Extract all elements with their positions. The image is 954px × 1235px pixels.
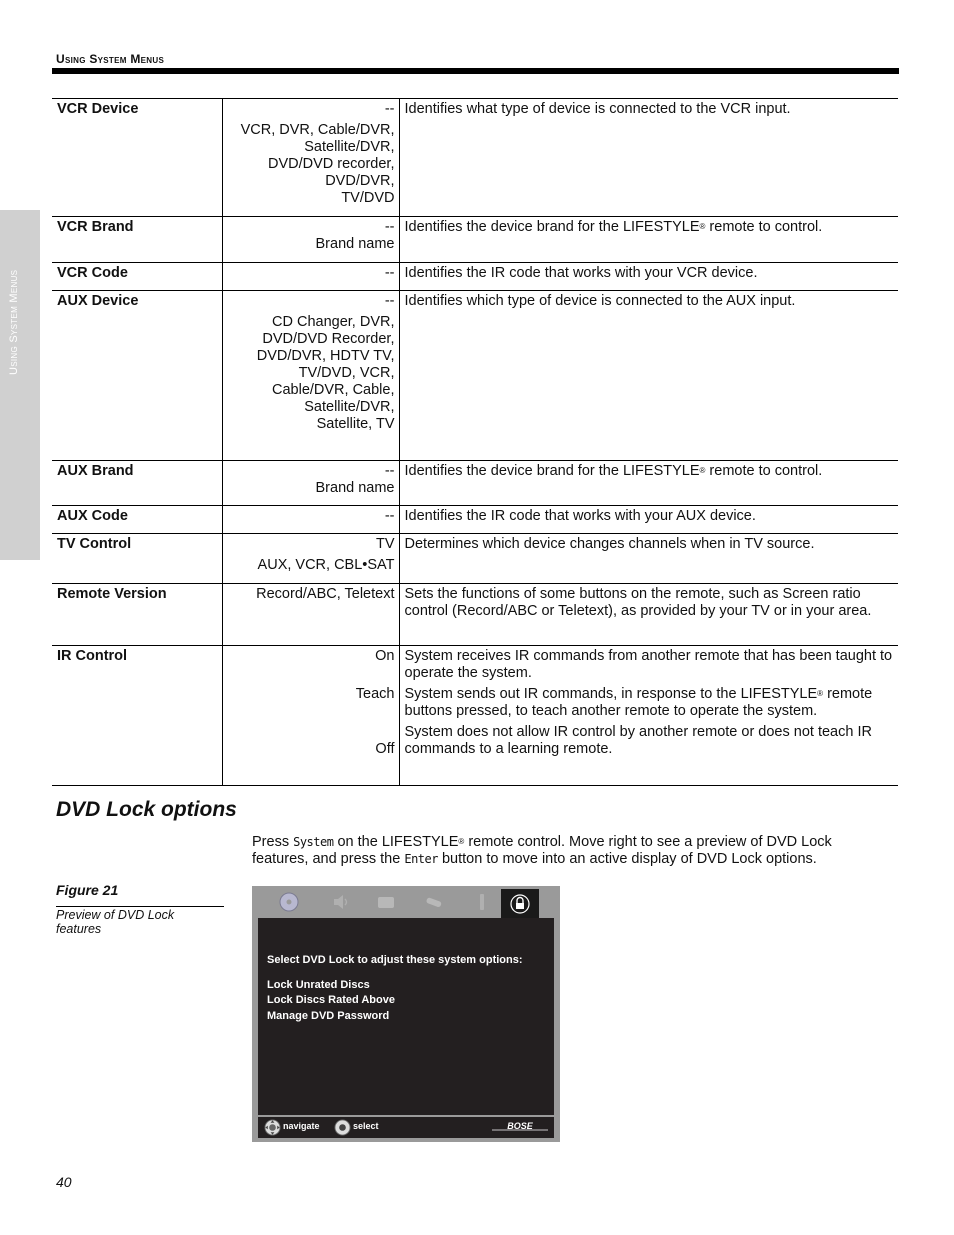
select-control-icon (334, 1119, 351, 1136)
speaker-icon (331, 892, 351, 912)
setting-values: -- Brand name (222, 217, 399, 263)
remote-icon (424, 892, 444, 912)
side-section-tab (0, 210, 40, 560)
setting-values: -- (222, 506, 399, 534)
setting-name: VCR Device (52, 99, 222, 217)
setting-description: System receives IR commands from another remote that has been taught to operate the system. System sends out IR commands, in response to the LIFESTYLE® remote buttons pressed, to teach another remote to operate the system. System does not allow IR control by another remote or does not teach IR commands to a learning remote. (399, 646, 898, 786)
menu-icon-bar (252, 886, 560, 918)
enter-key-label: Enter (404, 852, 438, 866)
tv-icon (376, 892, 396, 912)
setting-description: Identifies the device brand for the LIFESTYLE® remote to control. (399, 217, 898, 263)
setting-description: Identifies what type of device is connected to the VCR input. (399, 99, 898, 217)
system-key-label: System (293, 835, 334, 849)
setting-description: Identifies the device brand for the LIFESTYLE® remote to control. (399, 461, 898, 506)
setting-values: Record/ABC, Teletext (222, 584, 399, 646)
figure-label: Figure 21 (56, 882, 119, 898)
figure-rule (56, 906, 224, 907)
table-row (52, 461, 898, 506)
navigate-hint: navigate (283, 1121, 320, 1131)
svg-text:BOSE: BOSE (507, 1121, 533, 1131)
menu-panel (258, 918, 554, 1115)
setting-name: IR Control (52, 646, 222, 786)
section-title: DVD Lock options (56, 798, 237, 821)
navigate-control-icon (264, 1119, 281, 1136)
setting-name: AUX Brand (52, 461, 222, 506)
section-intro: Press System on the LIFESTYLE® remote control. Move right to see a preview of DVD Lock features, and press the Enter button to move into an active display of DVD Lock options. (252, 834, 832, 867)
table-row (52, 263, 898, 291)
select-hint: select (353, 1121, 379, 1131)
table-row (52, 217, 898, 263)
table-row (52, 646, 898, 786)
setting-description: Determines which device changes channels when in TV source. (399, 534, 898, 584)
setting-name: TV Control (52, 534, 222, 584)
setting-name: Remote Version (52, 584, 222, 646)
table-row (52, 506, 898, 534)
menu-option-manage-password[interactable]: Manage DVD Password (267, 1010, 390, 1022)
setting-values: -- VCR, DVR, Cable/DVR, Satellite/DVR, DVD/DVD recorder, DVD/DVR, TV/DVD (222, 99, 399, 217)
page-number: 40 (56, 1174, 72, 1190)
disc-icon (279, 892, 299, 912)
setting-name: VCR Code (52, 263, 222, 291)
lock-icon (510, 893, 530, 915)
setting-values: TV AUX, VCR, CBL•SAT (222, 534, 399, 584)
side-tab-label: Using System Menus (8, 269, 20, 375)
table-row (52, 99, 898, 217)
table-row (52, 584, 898, 646)
setting-description: Sets the functions of some buttons on the remote, such as Screen ratio control (Record/ABC or Teletext), as provided by your TV or in your area. (399, 584, 898, 646)
setting-values: -- (222, 263, 399, 291)
header-rule (52, 68, 899, 74)
figure-caption: Preview of DVD Lock features (56, 908, 175, 936)
setting-description: Identifies the IR code that works with your VCR device. (399, 263, 898, 291)
setting-description: Identifies which type of device is connected to the AUX input. (399, 291, 898, 461)
dvd-lock-screen-preview (252, 886, 560, 1142)
bar-icon (472, 892, 492, 912)
bose-logo (492, 1121, 548, 1133)
setting-values: -- Brand name (222, 461, 399, 506)
setting-name: VCR Brand (52, 217, 222, 263)
menu-option-lock-unrated[interactable]: Lock Unrated Discs (267, 979, 370, 991)
setting-name: AUX Device (52, 291, 222, 461)
setting-description: Identifies the IR code that works with your AUX device. (399, 506, 898, 534)
settings-table (52, 98, 898, 786)
setting-values: -- CD Changer, DVR, DVD/DVD Recorder, DVD/DVR, HDTV TV, TV/DVD, VCR, Cable/DVR, Cable, Satellite/DVR, Satellite, TV (222, 291, 399, 461)
running-header: Using System Menus (56, 52, 165, 66)
menu-heading: Select DVD Lock to adjust these system options: (267, 954, 523, 966)
setting-name: AUX Code (52, 506, 222, 534)
menu-option-lock-rated-above[interactable]: Lock Discs Rated Above (267, 994, 395, 1006)
table-row (52, 534, 898, 584)
setting-values: On Teach Off (222, 646, 399, 786)
table-row (52, 291, 898, 461)
dvd-lock-tab[interactable] (501, 889, 539, 920)
menu-footer (258, 1117, 554, 1138)
